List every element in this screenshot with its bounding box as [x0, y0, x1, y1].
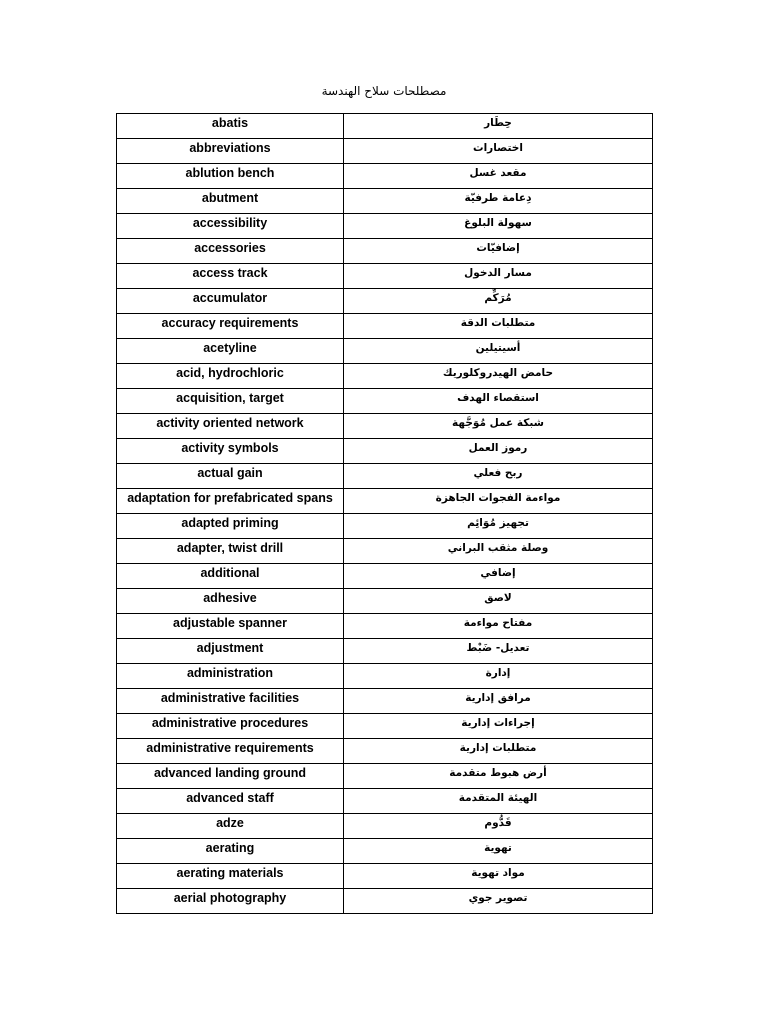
- table-row: [117, 239, 653, 264]
- english-term: adjustable spanner: [173, 616, 287, 630]
- english-term: advanced landing ground: [153, 766, 307, 780]
- table-row: [117, 414, 653, 439]
- arabic-term: لاصق: [484, 592, 512, 604]
- table-row: [117, 814, 653, 839]
- arabic-term-cell: [344, 139, 653, 164]
- english-term-cell: [117, 489, 344, 514]
- arabic-term-cell: [344, 689, 653, 714]
- english-term-cell: [117, 514, 344, 539]
- table-row: [117, 339, 653, 364]
- english-term: administration: [186, 666, 274, 680]
- english-term-cell: [117, 864, 344, 889]
- english-term-cell: [117, 789, 344, 814]
- arabic-term-cell: [344, 539, 653, 564]
- arabic-term-cell: [344, 239, 653, 264]
- arabic-term-cell: [344, 364, 653, 389]
- arabic-term-cell: [344, 789, 653, 814]
- table-row: [117, 764, 653, 789]
- arabic-term-cell: [344, 764, 653, 789]
- english-term-cell: [117, 639, 344, 664]
- english-term-cell: [117, 214, 344, 239]
- english-term-cell: [117, 414, 344, 439]
- english-term: adapted priming: [181, 516, 279, 530]
- table-row: [117, 214, 653, 239]
- arabic-term-cell: [344, 389, 653, 414]
- table-row: [117, 714, 653, 739]
- arabic-term: اختصارات: [473, 142, 523, 154]
- english-term: adhesive: [203, 591, 257, 605]
- english-term: accessibility: [192, 216, 268, 230]
- english-term-cell: [117, 714, 344, 739]
- english-term-cell: [117, 264, 344, 289]
- english-term-cell: [117, 289, 344, 314]
- table-row: [117, 614, 653, 639]
- table-row: [117, 364, 653, 389]
- table-row: [117, 114, 653, 139]
- arabic-term-cell: [344, 114, 653, 139]
- english-term-cell: [117, 689, 344, 714]
- arabic-term: إجراءات إدارية: [461, 717, 535, 729]
- arabic-term: دِعامة طرفيّة: [464, 192, 532, 204]
- english-term: acquisition, target: [176, 391, 284, 405]
- table-row: [117, 789, 653, 814]
- arabic-term-cell: [344, 839, 653, 864]
- arabic-term-cell: [344, 614, 653, 639]
- arabic-term: مُرَكِّم: [484, 292, 512, 304]
- arabic-term: حِطَار: [484, 117, 512, 129]
- english-term-cell: [117, 614, 344, 639]
- arabic-term-cell: [344, 589, 653, 614]
- arabic-term-cell: [344, 339, 653, 364]
- arabic-term: ربح فعلي: [473, 467, 523, 479]
- english-term: additional: [200, 566, 260, 580]
- arabic-term: متطلبات الدقة: [460, 317, 536, 329]
- table-row: [117, 664, 653, 689]
- arabic-term: مواد تهوية: [471, 867, 525, 879]
- english-term-cell: [117, 139, 344, 164]
- english-term: aerial photography: [173, 891, 287, 905]
- arabic-term: مرافق إدارية: [465, 692, 531, 704]
- english-term-cell: [117, 464, 344, 489]
- table-row: [117, 464, 653, 489]
- arabic-term: شبكة عمل مُوَجَّهة: [452, 417, 544, 429]
- arabic-term-cell: [344, 739, 653, 764]
- arabic-term-cell: [344, 514, 653, 539]
- page-title: مصطلحات سلاح الهندسة: [321, 84, 447, 98]
- english-term-cell: [117, 189, 344, 214]
- arabic-term-cell: [344, 289, 653, 314]
- arabic-term-cell: [344, 864, 653, 889]
- arabic-term-cell: [344, 889, 653, 914]
- table-row: [117, 514, 653, 539]
- english-term: acid, hydrochloric: [176, 366, 284, 380]
- arabic-term-cell: [344, 639, 653, 664]
- arabic-term-cell: [344, 814, 653, 839]
- table-row: [117, 164, 653, 189]
- arabic-term: استقصاء الهدف: [457, 392, 539, 404]
- english-term-cell: [117, 239, 344, 264]
- arabic-term: متطلبات إدارية: [459, 742, 537, 754]
- arabic-term: مواءمة الفجوات الجاهزة: [435, 492, 561, 504]
- arabic-term-cell: [344, 489, 653, 514]
- english-term: accessories: [194, 241, 266, 255]
- english-term-cell: [117, 439, 344, 464]
- arabic-term: أرض هبوط متقدمة: [449, 767, 547, 779]
- table-row: [117, 289, 653, 314]
- arabic-term-cell: [344, 164, 653, 189]
- english-term-cell: [117, 664, 344, 689]
- table-row: [117, 539, 653, 564]
- arabic-term-cell: [344, 314, 653, 339]
- arabic-term-cell: [344, 714, 653, 739]
- english-term: administrative facilities: [160, 691, 300, 705]
- glossary-table: [116, 113, 653, 914]
- english-term-cell: [117, 589, 344, 614]
- english-term: abatis: [211, 116, 249, 130]
- english-term-cell: [117, 814, 344, 839]
- english-term: abutment: [201, 191, 259, 205]
- arabic-term: مقعد غسل: [469, 167, 527, 179]
- english-term: aerating: [205, 841, 255, 855]
- arabic-term-cell: [344, 464, 653, 489]
- table-row: [117, 564, 653, 589]
- english-term-cell: [117, 564, 344, 589]
- arabic-term-cell: [344, 189, 653, 214]
- english-term: acetyline: [203, 341, 257, 355]
- english-term: activity symbols: [181, 441, 279, 455]
- arabic-term-cell: [344, 264, 653, 289]
- arabic-term-cell: [344, 414, 653, 439]
- english-term-cell: [117, 314, 344, 339]
- arabic-term-cell: [344, 439, 653, 464]
- arabic-term-cell: [344, 564, 653, 589]
- arabic-term: حامض الهيدروكلوريك: [442, 367, 554, 379]
- arabic-term-cell: [344, 664, 653, 689]
- table-row: [117, 639, 653, 664]
- glossary-body: [117, 114, 653, 914]
- table-row: [117, 439, 653, 464]
- table-row: [117, 589, 653, 614]
- table-row: [117, 139, 653, 164]
- arabic-term-cell: [344, 214, 653, 239]
- table-row: [117, 739, 653, 764]
- english-term: access track: [192, 266, 268, 280]
- table-row: [117, 314, 653, 339]
- arabic-term: إدارة: [485, 667, 511, 679]
- arabic-term: إضافي: [480, 567, 516, 579]
- arabic-term: رموز العمل: [468, 442, 528, 454]
- table-row: [117, 864, 653, 889]
- english-term-cell: [117, 364, 344, 389]
- arabic-term: أسيتيلين: [475, 342, 521, 354]
- english-term: adaptation for prefabricated spans: [127, 491, 333, 505]
- english-term-cell: [117, 164, 344, 189]
- english-term: aerating materials: [176, 866, 284, 880]
- table-row: [117, 489, 653, 514]
- english-term: actual gain: [197, 466, 263, 480]
- table-row: [117, 839, 653, 864]
- english-term: administrative requirements: [146, 741, 314, 755]
- english-term: activity oriented network: [156, 416, 304, 430]
- english-term: ablution bench: [185, 166, 275, 180]
- english-term-cell: [117, 739, 344, 764]
- english-term: advanced staff: [186, 791, 274, 805]
- arabic-term: مسار الدخول: [464, 267, 532, 279]
- arabic-term: إضافيّات: [476, 242, 520, 254]
- english-term-cell: [117, 539, 344, 564]
- arabic-term: وصلة مثقب البراني: [447, 542, 549, 554]
- table-row: [117, 264, 653, 289]
- english-term: accumulator: [192, 291, 268, 305]
- arabic-term: مفتاح مواءمة: [463, 617, 533, 629]
- english-term: accuracy requirements: [161, 316, 299, 330]
- english-term: adze: [216, 816, 244, 830]
- arabic-term: تهوية: [484, 842, 512, 854]
- arabic-term: تصوير جوي: [468, 892, 528, 904]
- arabic-term: تعديل- ضَبْط: [466, 642, 530, 654]
- english-term: adjustment: [196, 641, 264, 655]
- table-row: [117, 389, 653, 414]
- arabic-term: الهيئة المتقدمة: [458, 792, 538, 804]
- table-row: [117, 689, 653, 714]
- english-term: adapter, twist drill: [176, 541, 284, 555]
- english-term: abbreviations: [189, 141, 271, 155]
- arabic-term: تجهيز مُوَائِم: [467, 517, 529, 529]
- english-term-cell: [117, 339, 344, 364]
- english-term-cell: [117, 839, 344, 864]
- english-term-cell: [117, 764, 344, 789]
- table-row: [117, 189, 653, 214]
- arabic-term: قَدُّوم: [484, 817, 512, 829]
- english-term-cell: [117, 889, 344, 914]
- english-term-cell: [117, 389, 344, 414]
- arabic-term: سهولة البلوغ: [464, 217, 532, 229]
- table-row: [117, 889, 653, 914]
- english-term-cell: [117, 114, 344, 139]
- english-term: administrative procedures: [151, 716, 309, 730]
